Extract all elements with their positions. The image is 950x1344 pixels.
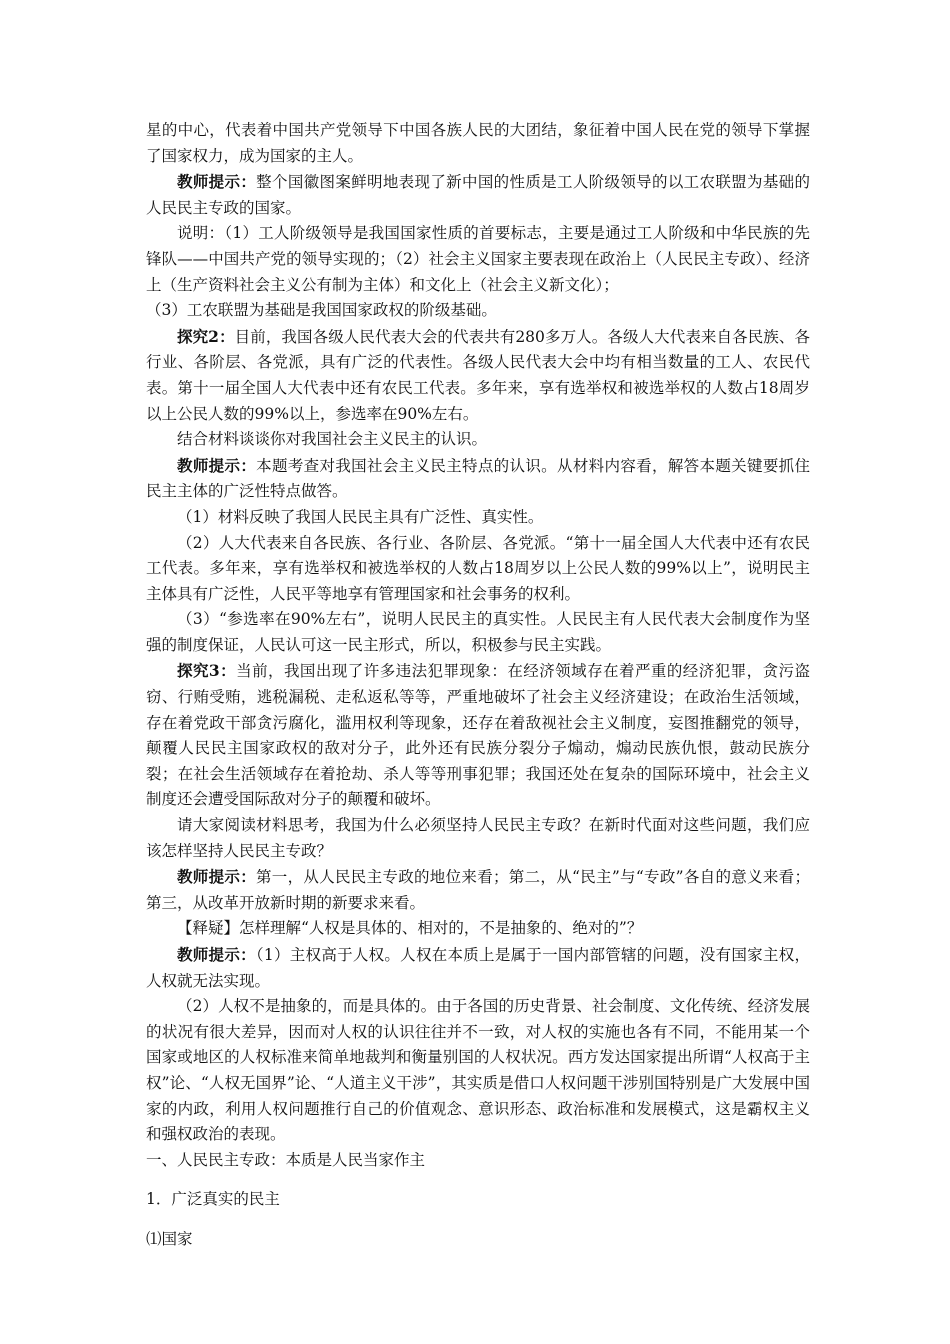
paragraph	[146, 298, 810, 324]
paragraph-text: 结合材料谈谈你对我国社会主义民主的认识。	[177, 430, 488, 449]
paragraph-text: 第一，从人民民主专政的地位来看；第二，从“民主”与“专政”各自的意义来看；第三，从改革开放新时期的新要求来看。	[146, 868, 810, 912]
document-page	[146, 118, 810, 1253]
paragraph	[146, 505, 810, 531]
paragraph-lead: 探究3：	[177, 661, 237, 681]
paragraph-text: 目前，我国各级人民代表大会的代表共有280多万人。各级人大代表来自各民族、各行业、各阶层、各党派，具有广泛的代表性。各级人民代表大会中均有相当数量的工人、农民代表。第十一届全国人大代表中还有农民工代表。多年来，享有选举权和被选举权的人数占18周岁以上公民人数的99%以上，参选率在90%左右。	[146, 327, 810, 423]
paragraph-text: （3）工农联盟为基础是我国国家政权的阶级基础。	[146, 301, 497, 320]
paragraph	[146, 864, 810, 916]
paragraph-text: （2）人大代表来自各民族、各行业、各阶层、各党派。“第十一届全国人大代表中还有农民工代表。多年来，享有选举权和被选举权的人数占18周岁以上公民人数的99%以上”，说明民主主体具有广泛性，人民平等地享有管理国家和社会事务的权利。	[146, 533, 810, 603]
paragraph	[146, 994, 810, 1148]
paragraph-text: 本题考查对我国社会主义民主特点的认识。从材料内容看，解答本题关键要抓住民主主体的广泛性特点做答。	[146, 456, 810, 501]
subsection-heading: 1．广泛真实的民主	[146, 1190, 280, 1209]
paragraph-text: （2）人权不是抽象的，而是具体的。由于各国的历史背景、社会制度、文化传统、经济发展的状况有很大差异，因而对人权的认识往往并不一致，对人权的实施也各有不同，不能用某一个国家或地区的人权标准来简单地裁判和衡量别国的人权状况。西方发达国家提出所谓“人权高于主权”论、“人权无国界”论、“人道主义干涉”，其实质是借口人权问题干涉别国特别是广大发展中国家的内政，利用人权问题推行自己的价值观念、意识形态、政治标准和发展模式，这是霸权主义和强权政治的表现。	[146, 997, 810, 1144]
paragraph	[146, 607, 810, 658]
paragraph	[146, 916, 810, 942]
paragraph-text: （3）“参选率在90%左右”，说明人民民主的真实性。人民民主有人民代表大会制度作为坚强的制度保证，人民认可这一民主形式，所以，积极参与民主实践。	[146, 610, 810, 654]
paragraph	[146, 453, 810, 505]
paragraph	[146, 118, 810, 169]
paragraph-text: 整个国徽图案鲜明地表现了新中国的性质是工人阶级领导的以工农联盟为基础的人民民主专政的国家。	[146, 173, 810, 217]
paragraph-text: （1）主权高于人权。人权在本质上是属于一国内部管辖的问题，没有国家主权，人权就无法实现。	[146, 946, 810, 990]
paragraph-lead: 教师提示：	[177, 945, 256, 964]
paragraph-text: 说明：（1）工人阶级领导是我国国家性质的首要标志，主要是通过工人阶级和中华民族的先锋队——中国共产党的领导实现的；（2）社会主义国家主要表现在政治上（人民民主专政）、经济上（生产资料社会主义公有制为主体）和文化上（社会主义新文化）；	[146, 224, 810, 294]
paragraph-text: （1）材料反映了我国人民民主具有广泛性、真实性。	[177, 507, 544, 526]
section-heading: 一、人民民主专政：本质是人民当家作主	[146, 1150, 426, 1169]
paragraph-text: 当前，我国出现了许多违法犯罪现象：在经济领域存在着严重的经济犯罪，贪污盗窃、行贿受贿，逃税漏税、走私返私等等，严重地破坏了社会主义经济建设；在政治生活领域，存在着党政干部贪污腐化，滥用权利等现象，还存在着敌视社会主义制度，妄图推翻党的领导，颠覆人民民主国家政权的敌对分子，此外还有民族分裂分子煽动，煽动民族仇恨，鼓动民族分裂；在社会生活领域存在着抢劫、杀人等等刑事犯罪；我国还处在复杂的国际环境中，社会主义制度还会遭受国际敌对分子的颠覆和破坏。	[146, 662, 810, 809]
paragraph-lead: 教师提示：	[177, 867, 256, 887]
paragraph-lead: 探究2：	[177, 326, 235, 346]
paragraph	[146, 658, 810, 813]
sub-item-heading: ⑴国家	[146, 1229, 193, 1248]
paragraph	[146, 324, 810, 427]
paragraph	[146, 169, 810, 221]
paragraph-text: 【释疑】怎样理解“人权是具体的、相对的，不是抽象的、绝对的”？	[177, 919, 643, 938]
paragraph	[146, 531, 810, 608]
paragraph	[146, 813, 810, 864]
paragraph	[146, 427, 810, 453]
paragraph	[146, 942, 810, 994]
paragraph	[146, 221, 810, 298]
paragraph-text: 请大家阅读材料思考，我国为什么必须坚持人民民主专政？在新时代面对这些问题，我们应该怎样坚持人民民主专政？	[146, 816, 810, 860]
body-paragraphs	[146, 118, 810, 1148]
paragraph-text: 星的中心，代表着中国共产党领导下中国各族人民的大团结，象征着中国人民在党的领导下掌握了国家权力，成为国家的主人。	[146, 121, 810, 165]
paragraph-lead: 教师提示：	[177, 455, 257, 475]
paragraph-lead: 教师提示：	[177, 172, 257, 192]
